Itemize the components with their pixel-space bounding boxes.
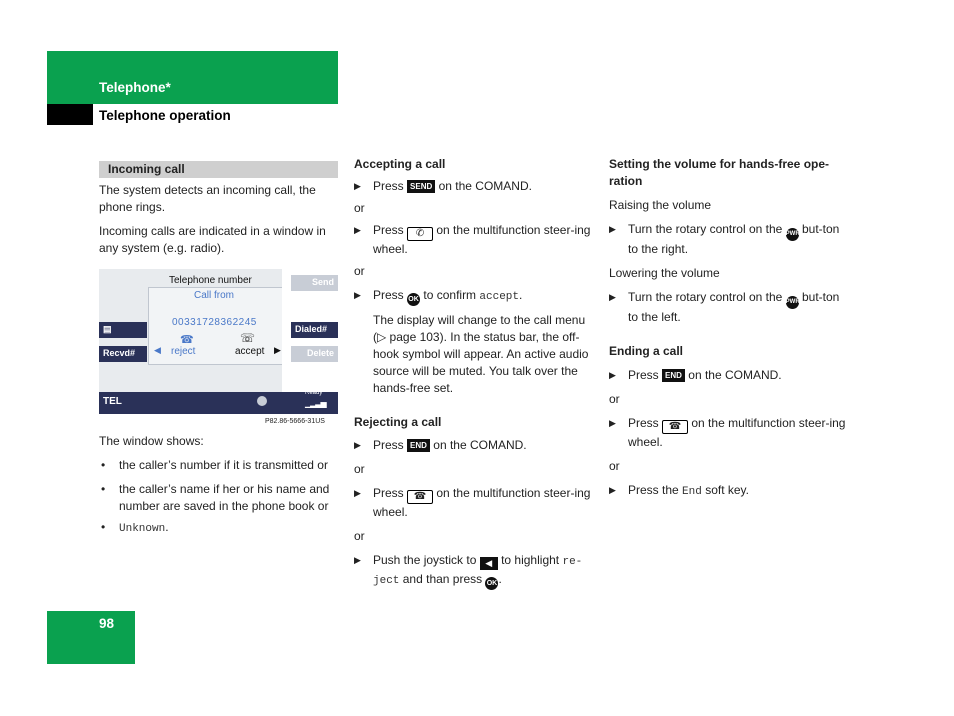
step-item (609, 415, 849, 451)
bullet-icon: • (101, 520, 106, 534)
step-arrow-icon: ▶ (354, 225, 361, 235)
screen-recvd-softkey: Recvd# (99, 346, 147, 362)
screen-dialed-softkey: Dialed# (291, 322, 338, 338)
signal-strength-icon: ▁▂▃▅ (305, 399, 326, 408)
step-text: Press (373, 179, 404, 193)
or-text: or (354, 529, 365, 543)
send-key-icon: SEND (407, 180, 435, 193)
power-button-icon: PWR (786, 228, 799, 241)
caller-number: 00331728362245 (172, 317, 257, 328)
step-arrow-icon: ▶ (609, 224, 616, 234)
status-tel: TEL (103, 396, 122, 407)
screen-delete-softkey: Delete (291, 346, 338, 362)
volume-title: Setting the volume for hands-free ope-ration (609, 157, 830, 188)
step-item (609, 367, 849, 384)
step-text: to confirm (423, 288, 477, 302)
page-number-block (47, 611, 135, 664)
left-column (99, 182, 341, 257)
step-text: to highlight (501, 553, 560, 567)
step-text: Press (628, 416, 659, 430)
step-text: soft key. (705, 483, 749, 497)
step-arrow-icon: ▶ (354, 555, 361, 565)
step-text: Press (373, 438, 404, 452)
step-item (609, 482, 849, 501)
accepting-title: Accepting a call (354, 157, 446, 171)
ending-title: Ending a call (609, 344, 684, 358)
call-from-label: Call from (194, 290, 235, 301)
left-column-lower (99, 433, 341, 538)
step-text: Turn the rotary control on the (628, 222, 783, 236)
step-item (354, 485, 596, 521)
step-text: on the multifunction steer-ing wheel. (373, 223, 591, 256)
step-text: Press (628, 368, 659, 382)
step-arrow-icon: ▶ (609, 485, 616, 495)
step-text: Press (373, 288, 404, 302)
end-key-icon: END (662, 369, 685, 382)
reject-label: reject (171, 346, 196, 357)
step-text: on the COMAND. (438, 179, 532, 193)
or-text: or (609, 392, 620, 406)
step-text: on the COMAND. (433, 438, 527, 452)
raising-label: Raising the volume (609, 198, 712, 212)
end-key-icon: END (407, 439, 430, 452)
step-text: on the COMAND. (688, 368, 782, 382)
step-text: but-ton to the left. (628, 290, 840, 324)
bullet-text: the caller’s name if her or his name and number are saved in the phone book or (119, 482, 330, 513)
step-text: Push the joystick to (373, 553, 477, 567)
comand-screen (99, 269, 282, 414)
step-text: and than press (402, 572, 483, 586)
image-code: P82.86-5666-31US (265, 418, 325, 425)
lowering-label: Lowering the volume (609, 266, 720, 280)
power-button-icon: PWR (786, 296, 799, 309)
display-note: The display will change to the call menu (▷ page 103). In the status bar, the off-hook symbol will appear. An active audio source will be muted. You talk over the hands-free set. (373, 313, 589, 395)
phone-hangup-icon: ☎ (407, 490, 433, 504)
phone-hangup-icon: ☎ (662, 420, 688, 434)
bullet-icon: • (101, 482, 106, 496)
ok-button-icon: OK (485, 577, 498, 590)
step-arrow-icon: ▶ (354, 488, 361, 498)
step-item (354, 222, 596, 258)
reject-code: re-ject (373, 556, 583, 587)
section-title: Telephone* (99, 80, 171, 95)
unknown-code: Unknown (119, 523, 166, 535)
step-item (609, 289, 849, 326)
step-arrow-icon: ▶ (354, 181, 361, 191)
step-text: Press (373, 223, 404, 237)
step-item (354, 178, 596, 195)
or-text: or (354, 201, 365, 215)
step-item (609, 221, 849, 258)
end-softkey-code: End (682, 486, 702, 498)
window-text: Incoming calls are indicated in a window in any system (e.g. radio). (99, 224, 326, 255)
step-arrow-icon: ▶ (609, 418, 616, 428)
screen-phonebook-softkey: ▤ (99, 322, 147, 338)
header-black-tab (47, 104, 93, 125)
rejecting-title: Rejecting a call (354, 415, 442, 429)
step-arrow-icon: ▶ (609, 292, 616, 302)
step-item: ▶ Press OK to confirm accept. (354, 287, 596, 306)
step-text: Press the (628, 483, 679, 497)
reject-arrow-icon: ◀ (154, 345, 161, 355)
step-arrow-icon: ▶ (354, 440, 361, 450)
phone-pickup-icon: ✆ (407, 227, 433, 241)
incoming-call-title: Incoming call (108, 162, 185, 176)
step-text: Press (373, 486, 404, 500)
reject-phone-icon: ☎ (180, 334, 194, 346)
bullet-item (99, 481, 341, 515)
ok-button-icon: OK (407, 293, 420, 306)
step-text: on the multifunction steer-ing wheel. (628, 416, 846, 449)
or-text: or (354, 462, 365, 476)
accept-arrow-icon: ▶ (274, 345, 281, 355)
bullet-item: • Unknown. (101, 520, 169, 535)
accept-phone-icon: ☏ (240, 331, 256, 345)
step-text: on the multifunction steer-ing wheel. (373, 486, 591, 519)
accept-code: accept (479, 291, 520, 303)
step-item (354, 437, 596, 454)
status-ready: Ready (305, 390, 323, 396)
screen-top-label: Telephone number (169, 275, 252, 286)
bullet-item (99, 457, 341, 474)
status-cd-icon (257, 396, 267, 406)
step-item: ▶ Push the joystick to ◀ to highlight re-ject and than press OK. (354, 552, 596, 590)
intro-text: The system detects an incoming call, the phone rings. (99, 183, 316, 214)
page-number: 98 (99, 616, 115, 631)
joystick-left-icon: ◀ (480, 557, 498, 570)
send-tab-label: Send (312, 277, 335, 287)
bullet-icon: • (101, 458, 106, 472)
window-shows: The window shows: (99, 434, 204, 448)
bullet-text: the caller’s number if it is transmitted or (119, 458, 328, 472)
step-text: Turn the rotary control on the (628, 290, 783, 304)
status-bar (99, 392, 282, 414)
header-bar (47, 51, 338, 104)
right-column (609, 156, 849, 501)
subsection-title: Telephone operation (99, 108, 231, 123)
or-text: or (609, 459, 620, 473)
accept-label: accept (235, 346, 265, 357)
or-text: or (354, 264, 365, 278)
step-arrow-icon: ▶ (609, 370, 616, 380)
step-arrow-icon: ▶ (354, 290, 361, 300)
step-text: but-ton to the right. (628, 222, 840, 256)
middle-column (354, 156, 596, 590)
